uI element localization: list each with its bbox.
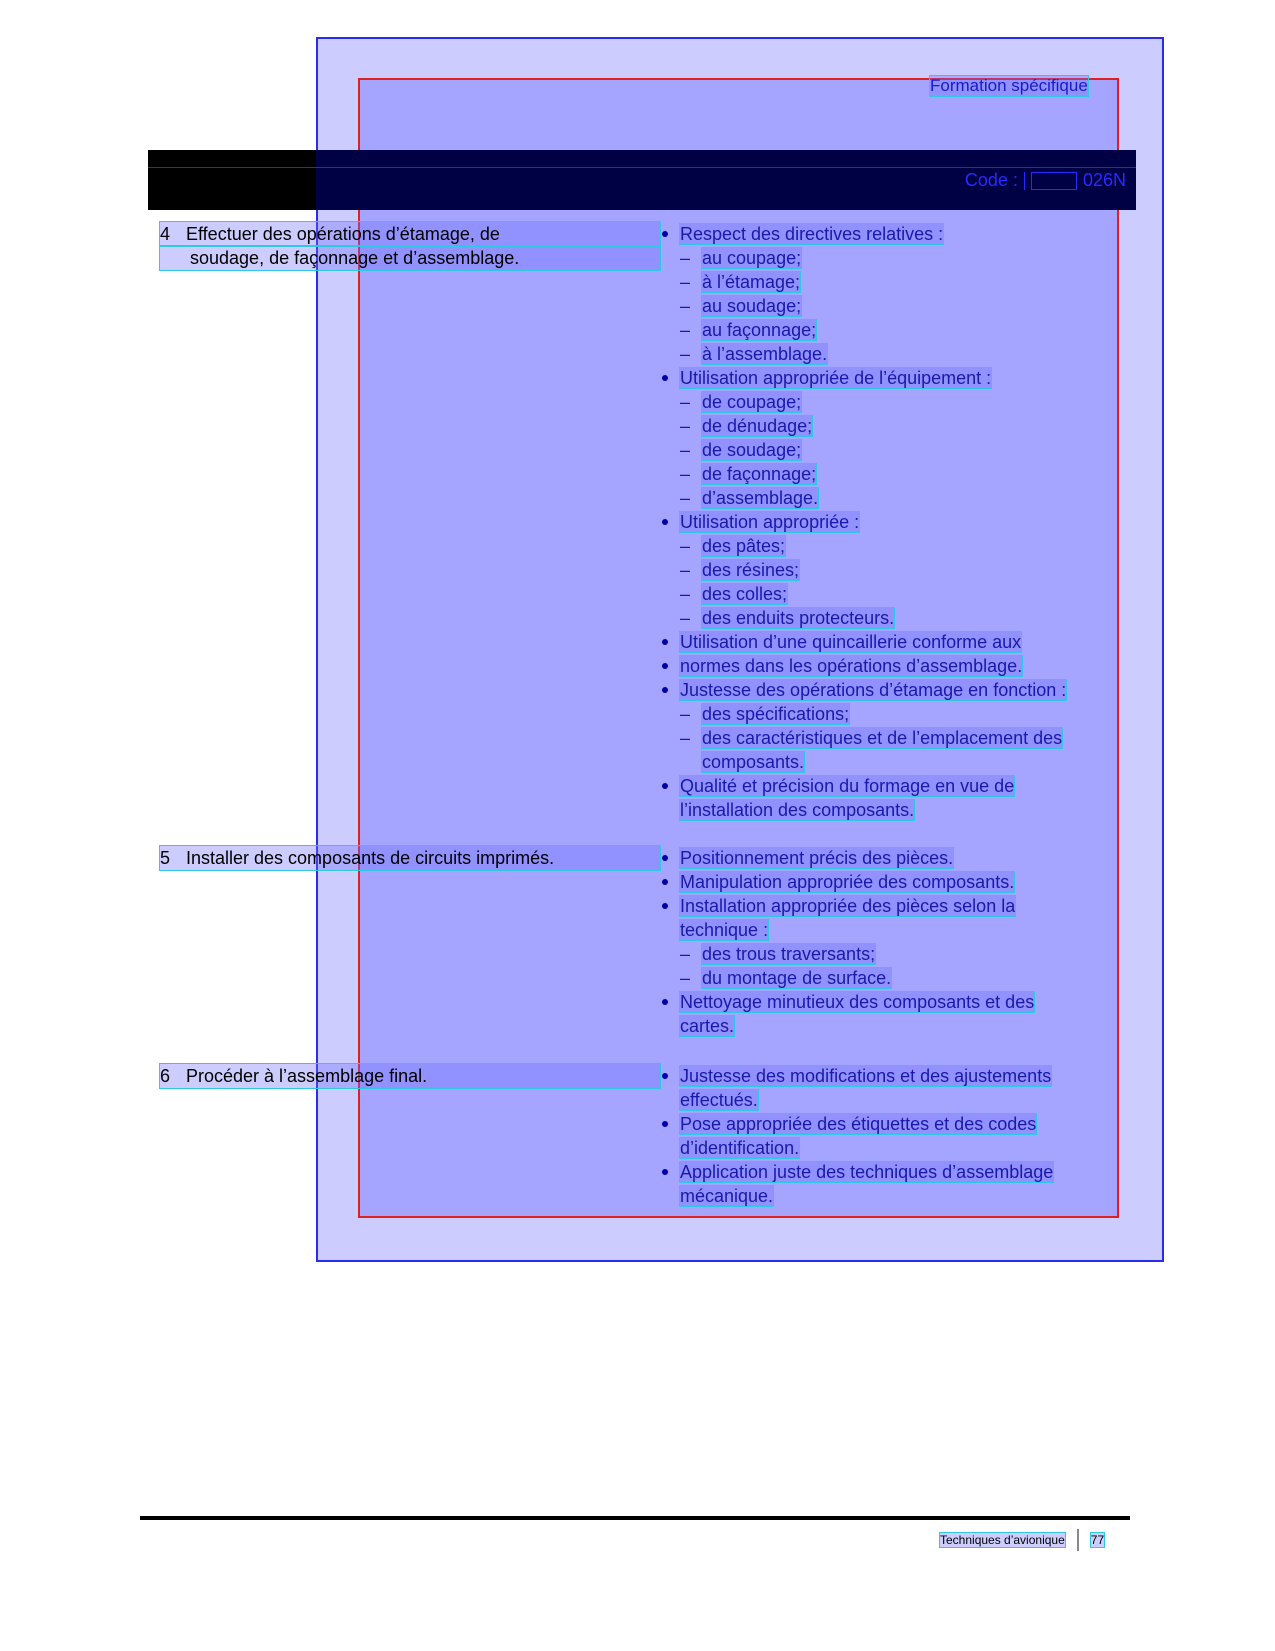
sub-criterion: – à l’assemblage. xyxy=(680,344,828,364)
item-title: Effectuer des opérations d’étamage, de xyxy=(186,224,500,244)
criterion: Justesse des modifications et des ajustements xyxy=(660,1064,1130,1088)
footer-separator xyxy=(1077,1529,1079,1551)
criterion: Manipulation appropriée des composants. xyxy=(660,870,1130,894)
sub-criterion: – des spécifications; xyxy=(680,704,850,724)
sub-criterion: – des colles; xyxy=(680,584,788,604)
sub-criterion: – de coupage; xyxy=(680,392,802,412)
competency-item xyxy=(160,1064,660,1088)
sub-criterion: – au façonnage; xyxy=(680,320,817,340)
criterion-cont: cartes. xyxy=(680,1016,735,1036)
footer-program: Techniques d’avionique xyxy=(940,1533,1065,1547)
sub-criterion: – de soudage; xyxy=(680,440,802,460)
criterion: Positionnement précis des pièces. xyxy=(660,846,1130,870)
footer-rule xyxy=(140,1516,1130,1520)
sub-criterion: – des trous traversants; xyxy=(680,944,876,964)
sub-criterion: – des pâtes; xyxy=(680,536,786,556)
sub-criterion: – à l’étamage; xyxy=(680,272,801,292)
item-title: Procéder à l’assemblage final. xyxy=(186,1066,428,1086)
sub-criterion: – de dénudage; xyxy=(680,416,813,436)
sub-criterion: – de façonnage; xyxy=(680,464,817,484)
criteria-list xyxy=(660,222,1130,822)
item-number: 5 xyxy=(160,848,171,868)
criterion: Qualité et précision du formage en vue de xyxy=(660,774,1130,798)
sub-criterion: – du montage de surface. xyxy=(680,968,892,988)
banner-rule xyxy=(148,167,1136,168)
criterion: Utilisation d’une quincaillerie conforme aux xyxy=(660,630,1130,654)
code-box xyxy=(1031,172,1077,190)
criterion: Nettoyage minutieux des composants et des xyxy=(660,990,1130,1014)
criterion-cont: l’installation des composants. xyxy=(680,800,915,820)
sub-criterion: – des caractéristiques et de l’emplacement des xyxy=(680,728,1063,748)
item-number: 6 xyxy=(160,1066,171,1086)
criteria-list xyxy=(660,846,1130,1038)
criterion: Installation appropriée des pièces selon la xyxy=(660,894,1130,918)
sub-criterion: – des résines; xyxy=(680,560,800,580)
criterion-cont: normes dans les opérations d’assemblage. xyxy=(660,654,1130,678)
criterion: Respect des directives relatives : xyxy=(660,222,1130,246)
criterion: Pose appropriée des étiquettes et des codes xyxy=(660,1112,1130,1136)
sub-criterion-cont: composants. xyxy=(702,752,805,772)
code-separator xyxy=(1024,172,1025,190)
criterion-cont: effectués. xyxy=(680,1090,758,1110)
sub-criterion: – au soudage; xyxy=(680,296,802,316)
code-value: 026N xyxy=(1082,170,1126,190)
section-label: Formation spécifique xyxy=(930,76,1088,95)
sub-criterion: – des enduits protecteurs. xyxy=(680,608,895,628)
code-block xyxy=(965,170,1126,191)
criterion: Justesse des opérations d’étamage en fonction : xyxy=(660,678,1130,702)
criteria-list xyxy=(660,1064,1130,1208)
criterion-cont: d’identification. xyxy=(680,1138,800,1158)
item-title: Installer des composants de circuits imprimés. xyxy=(186,848,555,868)
criterion: Utilisation appropriée de l’équipement : xyxy=(660,366,1130,390)
item-title-cont: soudage, de façonnage et d’assemblage. xyxy=(160,246,660,270)
sub-criterion: – d’assemblage. xyxy=(680,488,819,508)
criterion-cont: technique : xyxy=(680,920,769,940)
item-number: 4 xyxy=(160,224,171,244)
footer xyxy=(940,1529,1104,1551)
sub-criterion: – au coupage; xyxy=(680,248,802,268)
header-banner xyxy=(148,150,1136,210)
criterion: Utilisation appropriée : xyxy=(660,510,1130,534)
footer-page-number: 77 xyxy=(1090,1533,1105,1547)
criterion: Application juste des techniques d’assemblage xyxy=(660,1160,1130,1184)
competency-item xyxy=(160,846,660,870)
criterion-cont: mécanique. xyxy=(680,1186,774,1206)
competency-item xyxy=(160,222,660,270)
code-label: Code : xyxy=(964,170,1018,190)
